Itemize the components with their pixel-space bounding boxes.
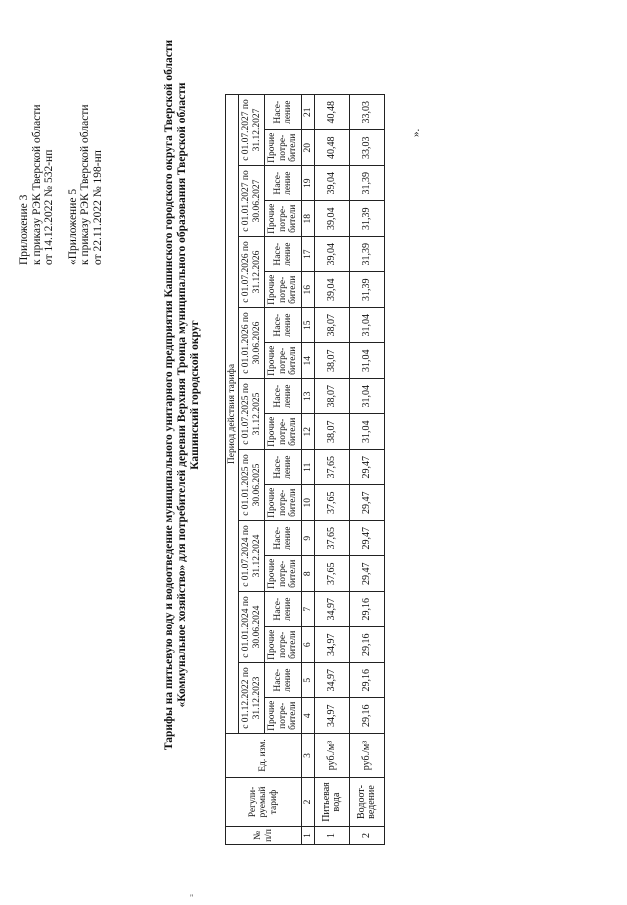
margin-mark: '' <box>190 893 194 903</box>
table-cell: 37,65 <box>315 521 350 557</box>
column-number-row <box>302 95 315 845</box>
column-number: 11 <box>302 450 315 486</box>
table-cell: 31,04 <box>350 308 385 344</box>
subheader-other: Прочие потре-бители <box>265 556 302 592</box>
period-header: с 01.07.2026 по 31.12.2026 <box>239 237 265 308</box>
column-number: 7 <box>302 592 315 628</box>
table-cell: 39,04 <box>315 201 350 237</box>
column-number: 17 <box>302 237 315 273</box>
period-header: с 01.07.2024 по 31.12.2024 <box>239 521 265 592</box>
column-number: 5 <box>302 663 315 699</box>
table-row <box>315 95 350 845</box>
period-header-row <box>239 95 265 845</box>
column-number: 3 <box>302 734 315 778</box>
appendix-line: к приказу РЭК Тверской области <box>79 104 91 265</box>
subheader-other: Прочие потре-бители <box>265 414 302 450</box>
table-cell: 37,65 <box>315 556 350 592</box>
subheader-other: Прочие потре-бители <box>265 698 302 734</box>
appendix-line: «Приложение 5 <box>66 188 79 265</box>
subheader-population: Насе-ление <box>265 379 302 415</box>
period-header: с 01.01.2027 по 30.06.2027 <box>239 166 265 237</box>
table-cell: 34,97 <box>315 663 350 699</box>
table-cell: 34,97 <box>315 698 350 734</box>
table-cell: 38,07 <box>315 414 350 450</box>
title-line: Тарифы на питьевую воду и водоотведение муниципального унитарного предприятия Кашинского городского округа Тверской области <box>163 39 175 751</box>
appendix-note <box>18 25 104 265</box>
subheader-other: Прочие потре-бители <box>265 343 302 379</box>
subheader-other: Прочие потре-бители <box>265 130 302 166</box>
table-cell: 40,48 <box>315 95 350 131</box>
subheader-population: Насе-ление <box>265 450 302 486</box>
table-cell: 31,39 <box>350 237 385 273</box>
column-number: 20 <box>302 130 315 166</box>
table-cell: 29,47 <box>350 556 385 592</box>
document-title <box>163 5 202 785</box>
table-cell: 29,16 <box>350 663 385 699</box>
table-cell: 38,07 <box>315 343 350 379</box>
appendix-line: от 14.12.2022 № 532-нп <box>43 149 55 265</box>
appendix-line: Приложение 3 <box>18 194 30 265</box>
table-cell: 31,39 <box>350 201 385 237</box>
subheader-other: Прочие потре-бители <box>265 201 302 237</box>
table-cell: 39,04 <box>315 237 350 273</box>
header-period: Период действия тарифа <box>226 95 239 734</box>
table-cell: 39,04 <box>315 166 350 202</box>
row-tariff: Водоот-ведение <box>350 778 385 827</box>
table-cell: 33,03 <box>350 95 385 131</box>
column-number: 14 <box>302 343 315 379</box>
period-header: с 01.01.2025 по 30.06.2025 <box>239 450 265 521</box>
table-cell: 39,04 <box>315 272 350 308</box>
table-cell: 31,04 <box>350 414 385 450</box>
table-cell: 31,39 <box>350 166 385 202</box>
closing-quote: ». <box>410 128 422 137</box>
table-cell: 29,16 <box>350 698 385 734</box>
period-header: с 01.12.2022 по 31.12.2023 <box>239 663 265 734</box>
column-number: 2 <box>302 778 315 827</box>
subheader-population: Насе-ление <box>265 237 302 273</box>
subheader-population: Насе-ление <box>265 308 302 344</box>
subheader-row <box>265 95 302 845</box>
column-number: 12 <box>302 414 315 450</box>
column-number: 19 <box>302 166 315 202</box>
table-cell: 31,39 <box>350 272 385 308</box>
period-header: с 01.01.2026 по 30.06.2026 <box>239 308 265 379</box>
table-cell: 40,48 <box>315 130 350 166</box>
column-number: 6 <box>302 627 315 663</box>
column-number: 18 <box>302 201 315 237</box>
appendix-line: к приказу РЭК Тверской области <box>30 104 43 265</box>
column-number: 15 <box>302 308 315 344</box>
table-cell: 29,47 <box>350 521 385 557</box>
table-cell: 34,97 <box>315 627 350 663</box>
table-cell: 34,97 <box>315 592 350 628</box>
column-number: 8 <box>302 556 315 592</box>
row-number: 1 <box>315 827 350 845</box>
title-line: «Коммунальное хозяйство» для потребителей деревни Верхняя Троица муниципального образования Тверской области <box>176 82 188 708</box>
table-cell: 31,04 <box>350 379 385 415</box>
table-cell: 31,04 <box>350 343 385 379</box>
subheader-other: Прочие потре-бители <box>265 627 302 663</box>
appendix-line: от 22.11.2022 № 198-нп <box>91 150 104 265</box>
column-number: 1 <box>302 827 315 845</box>
header-unit: Ед. изм. <box>226 734 302 778</box>
period-header: с 01.01.2024 по 30.06.2024 <box>239 592 265 663</box>
table-cell: 33,03 <box>350 130 385 166</box>
table-cell: 38,07 <box>315 379 350 415</box>
table-cell: 37,65 <box>315 485 350 521</box>
period-header: с 01.07.2025 по 31.12.2025 <box>239 379 265 450</box>
header-tariff: Регули-руемый тариф <box>226 778 302 827</box>
subheader-other: Прочие потре-бители <box>265 272 302 308</box>
period-header: с 01.07.2027 по 31.12.2027 <box>239 95 265 166</box>
table-cell: 29,16 <box>350 592 385 628</box>
table-cell: 29,47 <box>350 450 385 486</box>
table-cell: 37,65 <box>315 450 350 486</box>
subheader-population: Насе-ление <box>265 663 302 699</box>
column-number: 13 <box>302 379 315 415</box>
header-number: № п/п <box>226 827 302 845</box>
row-unit: руб./м³ <box>350 734 385 778</box>
column-number: 16 <box>302 272 315 308</box>
tariff-table <box>225 94 385 845</box>
row-tariff: Питьевая вода <box>315 778 350 827</box>
subheader-other: Прочие потре-бители <box>265 485 302 521</box>
column-number: 4 <box>302 698 315 734</box>
subheader-population: Насе-ление <box>265 521 302 557</box>
column-number: 21 <box>302 95 315 131</box>
title-line: Кашинский городской округ <box>189 320 201 470</box>
subheader-population: Насе-ление <box>265 166 302 202</box>
table-cell: 29,47 <box>350 485 385 521</box>
column-number: 10 <box>302 485 315 521</box>
row-unit: руб./м³ <box>315 734 350 778</box>
subheader-population: Насе-ление <box>265 592 302 628</box>
table-row <box>350 95 385 845</box>
row-number: 2 <box>350 827 385 845</box>
subheader-population: Насе-ление <box>265 95 302 131</box>
table-cell: 29,16 <box>350 627 385 663</box>
column-number: 9 <box>302 521 315 557</box>
table-cell: 38,07 <box>315 308 350 344</box>
